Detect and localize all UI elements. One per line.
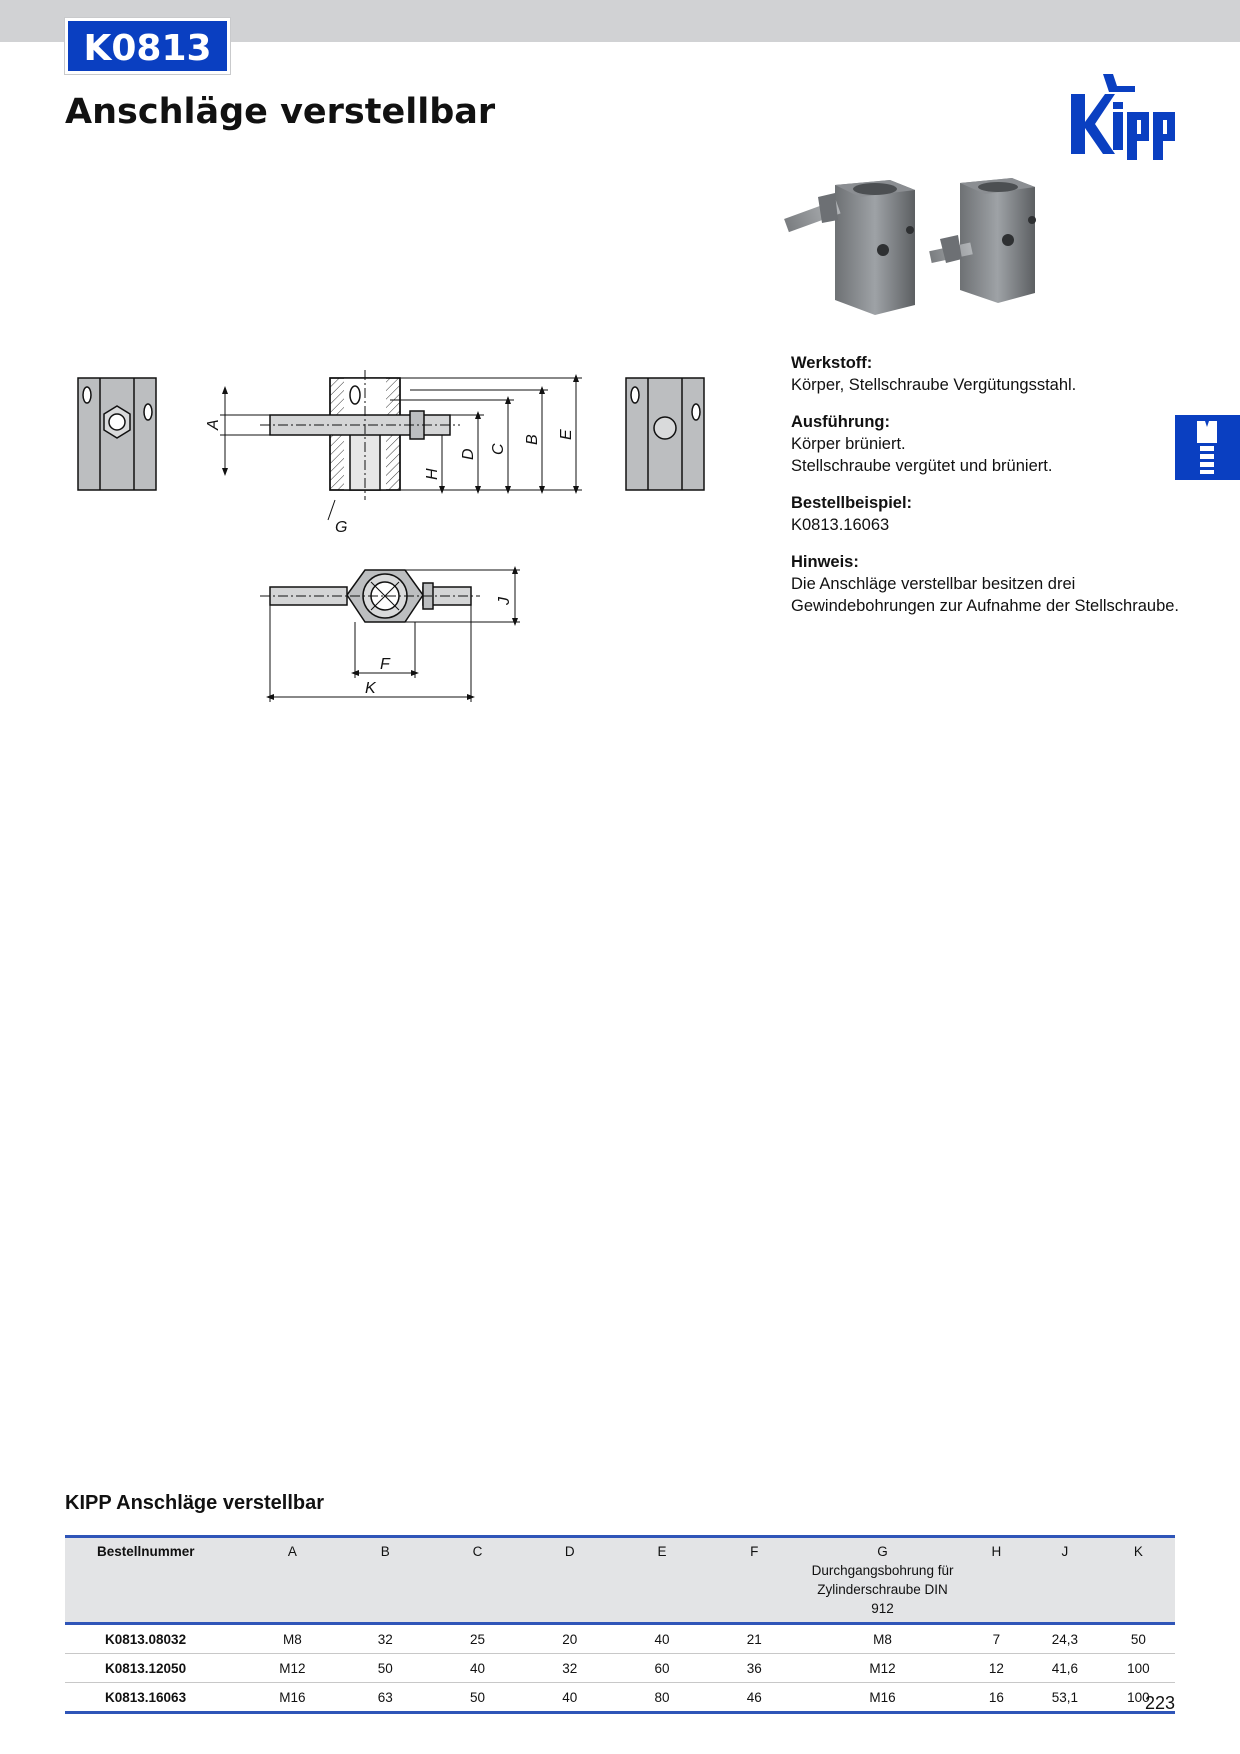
table-cell: 7 bbox=[965, 1624, 1028, 1654]
table-cell: M12 bbox=[800, 1654, 964, 1683]
info-text: Körper, Stellschraube Vergütungsstahl. bbox=[791, 376, 1077, 394]
column-header: J bbox=[1061, 1544, 1069, 1559]
dim-label-a: A bbox=[205, 419, 222, 430]
technical-drawing bbox=[60, 360, 740, 750]
table-row bbox=[65, 1654, 1175, 1683]
table-cell: 25 bbox=[431, 1624, 523, 1654]
spec-table bbox=[65, 1535, 1175, 1714]
info-text: Körper brüniert. bbox=[791, 435, 906, 453]
column-header: B bbox=[380, 1544, 390, 1559]
table-header-row bbox=[65, 1537, 1175, 1624]
product-photo bbox=[780, 175, 1060, 325]
info-ausfuehrung bbox=[791, 411, 1211, 477]
column-header-g bbox=[800, 1537, 964, 1624]
info-text: K0813.16063 bbox=[791, 516, 890, 534]
info-label: Bestellbeispiel: bbox=[791, 494, 913, 512]
table-cell: 40 bbox=[431, 1654, 523, 1683]
side-view-right bbox=[626, 378, 704, 490]
page-title: Anschläge verstellbar bbox=[65, 92, 496, 132]
dim-label-f: F bbox=[380, 656, 390, 673]
info-text: Gewindebohrungen zur Aufnahme der Stellschraube. bbox=[791, 597, 1179, 615]
info-hinweis bbox=[791, 551, 1211, 617]
column-header: K bbox=[1133, 1544, 1143, 1559]
table-cell: 32 bbox=[524, 1654, 616, 1683]
column-header: H bbox=[991, 1544, 1002, 1559]
info-text: Die Anschläge verstellbar besitzen drei bbox=[791, 575, 1076, 593]
table-cell: 46 bbox=[708, 1683, 800, 1713]
table-cell: 100 bbox=[1102, 1683, 1175, 1713]
dim-label-b: B bbox=[524, 434, 541, 445]
column-subheader: Zylinderschraube DIN 912 bbox=[817, 1582, 948, 1616]
table-cell: M8 bbox=[800, 1624, 964, 1654]
table-cell: K0813.12050 bbox=[65, 1654, 246, 1683]
table-cell: 50 bbox=[339, 1654, 431, 1683]
info-label: Hinweis: bbox=[791, 553, 859, 571]
kipp-logo bbox=[1065, 72, 1180, 162]
table-cell: 20 bbox=[524, 1624, 616, 1654]
table-cell: K0813.16063 bbox=[65, 1683, 246, 1713]
dim-label-k: K bbox=[365, 680, 376, 697]
column-header: D bbox=[564, 1544, 575, 1559]
top-view bbox=[260, 570, 480, 622]
table-cell: 32 bbox=[339, 1624, 431, 1654]
table-row bbox=[65, 1624, 1175, 1654]
table-title: KIPP Anschläge verstellbar bbox=[65, 1492, 325, 1514]
product-code-badge: K0813 bbox=[65, 18, 230, 74]
table-cell: 16 bbox=[965, 1683, 1028, 1713]
info-bestellbeispiel bbox=[791, 492, 1211, 536]
column-header: A bbox=[287, 1544, 297, 1559]
table-cell: 40 bbox=[524, 1683, 616, 1713]
column-header: C bbox=[472, 1544, 483, 1559]
table-cell: 80 bbox=[616, 1683, 708, 1713]
dim-label-d: D bbox=[460, 448, 477, 460]
product-info bbox=[791, 352, 1211, 632]
dim-label-j: J bbox=[496, 597, 513, 605]
table-cell: 100 bbox=[1102, 1654, 1175, 1683]
table-cell: 63 bbox=[339, 1683, 431, 1713]
table-cell: 24,3 bbox=[1028, 1624, 1102, 1654]
dim-label-g: G bbox=[335, 519, 348, 536]
table-row bbox=[65, 1683, 1175, 1713]
column-header: G bbox=[877, 1544, 888, 1559]
table-cell: M12 bbox=[246, 1654, 339, 1683]
table-cell: M16 bbox=[800, 1683, 964, 1713]
column-header: F bbox=[750, 1544, 759, 1559]
side-view-left bbox=[78, 378, 156, 490]
dim-label-e: E bbox=[558, 429, 575, 440]
table-cell: 21 bbox=[708, 1624, 800, 1654]
info-text: Stellschraube vergütet und brüniert. bbox=[791, 457, 1053, 475]
dim-label-h: H bbox=[424, 468, 441, 480]
table-cell: 41,6 bbox=[1028, 1654, 1102, 1683]
table-cell: 53,1 bbox=[1028, 1683, 1102, 1713]
table-cell: 12 bbox=[965, 1654, 1028, 1683]
table-cell: 50 bbox=[431, 1683, 523, 1713]
info-werkstoff bbox=[791, 352, 1211, 396]
table-cell: 50 bbox=[1102, 1624, 1175, 1654]
table-cell: K0813.08032 bbox=[65, 1624, 246, 1654]
column-header: E bbox=[657, 1544, 667, 1559]
column-subheader: Durchgangsbohrung für bbox=[811, 1563, 954, 1578]
table-cell: M16 bbox=[246, 1683, 339, 1713]
dim-label-c: C bbox=[490, 443, 507, 455]
info-label: Werkstoff: bbox=[791, 354, 873, 372]
column-header: Bestellnummer bbox=[97, 1544, 195, 1559]
table-cell: 36 bbox=[708, 1654, 800, 1683]
table-cell: 60 bbox=[616, 1654, 708, 1683]
table-cell: M8 bbox=[246, 1624, 339, 1654]
table-cell: 40 bbox=[616, 1624, 708, 1654]
page-number: 223 bbox=[1144, 1693, 1175, 1713]
info-label: Ausführung: bbox=[791, 413, 890, 431]
